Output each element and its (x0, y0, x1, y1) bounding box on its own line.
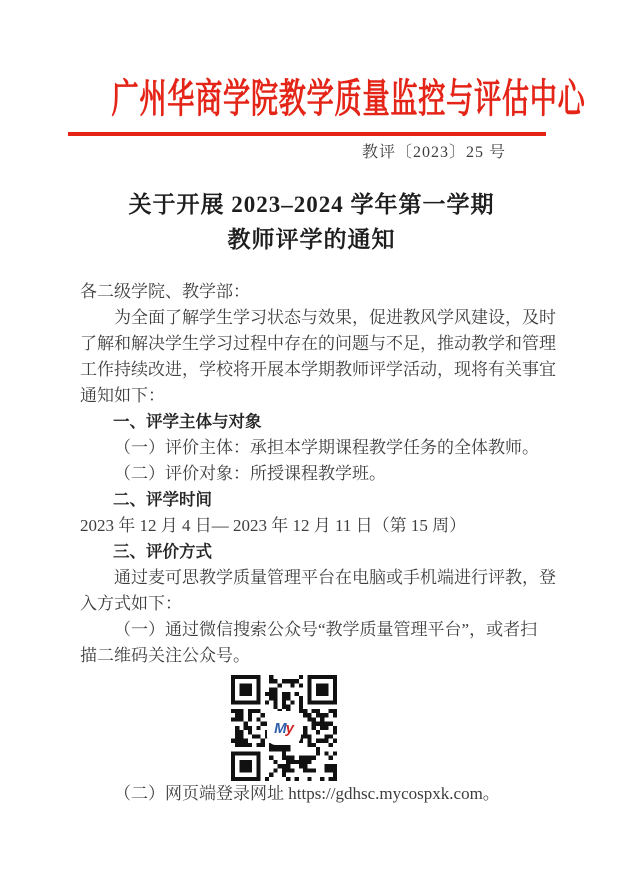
notice-title-line2: 教师评学的通知 (227, 227, 396, 252)
body-line: 一、评学主体与对象 (113, 413, 262, 431)
notice-body (80, 279, 558, 807)
document-number: 教评〔2023〕25 号 (361, 144, 506, 161)
body-text-lines (80, 279, 558, 669)
qr-center-logo (269, 713, 299, 743)
notice-title (0, 187, 623, 257)
body-line: 为全面了解学生学习状态与效果，促进教风学风建设，及时 (114, 308, 556, 327)
body-line: 工作持续改进，学校将开展本学期教师评学活动，现将有关事宜 (80, 360, 556, 379)
web-login-url-line: （二）网页端登录网址 https://gdhsc.mycospxk.com。 (114, 784, 500, 803)
body-line: 各二级学院、教学部： (80, 282, 250, 301)
body-line: （一）评价主体：承担本学期课程教学任务的全体教师。 (114, 438, 539, 457)
body-line: 二、评学时间 (113, 491, 212, 509)
body-line: 描二维码关注公众号。 (80, 646, 250, 665)
qr-logo-letter-m: M (274, 719, 287, 737)
body-line: （一）通过微信搜索公众号“教学质量管理平台”，或者扫 (114, 620, 538, 639)
body-line: 了解和解决学生学习过程中存在的问题与不足，推动教学和管理 (80, 334, 556, 353)
qr-logo-letter-y: y (285, 719, 294, 737)
body-line: 入方式如下： (80, 594, 182, 613)
letterhead-org-name-text: 广州华商学院教学质量监控与评估中心 (111, 76, 586, 121)
body-line: 三、评价方式 (113, 543, 212, 561)
body-line: 通过麦可思教学质量管理平台在电脑或手机端进行评教，登 (114, 568, 556, 587)
body-line: 通知如下： (80, 386, 165, 405)
letterhead-divider (68, 132, 546, 136)
body-line: 2023 年 12 月 4 日— 2023 年 12 月 11 日（第 15 周） (80, 516, 467, 535)
qr-code (228, 675, 340, 781)
letterhead-org-name (0, 0, 623, 120)
notice-title-line1: 关于开展 2023–2024 学年第一学期 (128, 192, 495, 217)
body-line: （二）评价对象：所授课程教学班。 (114, 464, 386, 483)
